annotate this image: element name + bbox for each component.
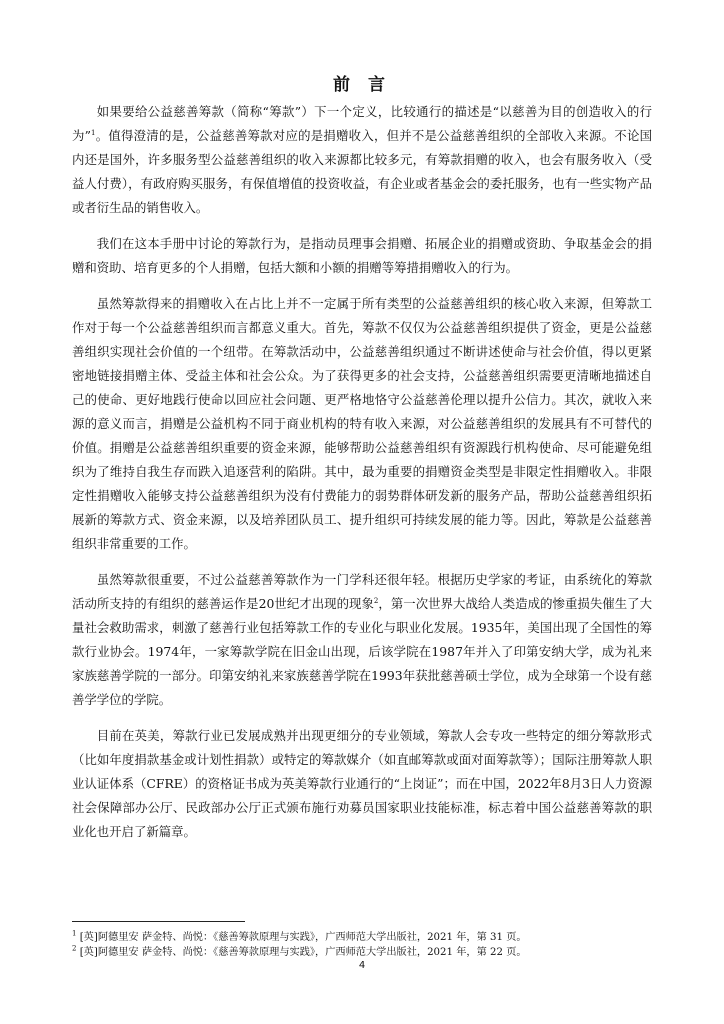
paragraph-text: 虽然筹款很重要，不过公益慈善筹款作为一门学科还很年轻。根据历史学家的考证，由系统化的筹款活动所支持的有组织的慈善运作是20世纪才出现的现象 <box>72 572 652 611</box>
footnote-ref: 1 <box>90 128 96 137</box>
paragraph-text: 。值得澄清的是，公益慈善筹款对应的是捐赠收入，但并不是公益慈善组织的全部收入来源。不论国内还是国外，许多服务型公益慈善组织的收入来源都比较多元，有筹款捐赠的收入，也会有服务收入（受益人付费），有政府购买服务，有保值增值的投资收益，有企业或者基金会的委托服务，也有一些实物产品或者衍生品的销售收入。 <box>72 128 652 215</box>
paragraph <box>72 100 652 220</box>
footnote-mark: 2 <box>72 944 77 953</box>
footnote-divider <box>72 921 245 922</box>
paragraph-text: 我们在这本手册中讨论的筹款行为，是指动员理事会捐赠、拓展企业的捐赠或资助、争取基金会的捐赠和资助、培育更多的个人捐赠，包括大额和小额的捐赠等筹措捐赠收入的行为。 <box>72 236 652 275</box>
page-title: 前 言 <box>333 75 391 95</box>
footnote-text: [英]阿德里安 萨金特、尚悦：《慈善筹款原理与实践》，广西师范大学出版社，2021 年，第 31 页。 <box>76 932 527 943</box>
footnote-mark: 1 <box>72 929 77 938</box>
footnotes <box>72 930 652 960</box>
paragraph-text: ，第一次世界大战给人类造成的惨重损失催生了大量社会救助需求，刺激了慈善行业包括筹款工作的专业化与职业化发展。1935年，美国出现了全国性的筹款行业协会。1974年，一家筹款学院在旧金山出现，后该学院在1987年并入了印第安纳大学，成为礼来家族慈善学院的一部分。印第安纳礼来家族慈善学院在1993年获批慈善硕士学位，成为全球第一个设有慈善学学位的学院。 <box>72 596 652 707</box>
paragraph-text: 虽然筹款得来的捐赠收入在占比上并不一定属于所有类型的公益慈善组织的核心收入来源，但筹款工作对于每一个公益慈善组织而言都意义重大。首先，筹款不仅仅为公益慈善组织提供了资金，更是公益慈善组织实现社会价值的一个纽带。在筹款活动中，公益慈善组织通过不断讲述使命与社会价值，得以更紧密地链接捐赠主体、受益主体和社会公众。为了获得更多的社会支持，公益慈善组织需要更清晰地描述自己的使命、更好地践行使命以回应社会问题、更严格地恪守公益慈善伦理以提升公信力。其次，就收入来源的意义而言，捐赠是公益机构不同于商业机构的特有收入来源，对公益慈善组织的发展具有不可替代的价值。捐赠是公益慈善组织重要的资金来源，能够帮助公益慈善组织有资源践行机构使命、尽可能避免组织为了维持自我生存而跌入追逐营利的陷阱。其中，最为重要的捐赠资金类型是非限定性捐赠收入。非限定性捐赠收入能够支持公益慈善组织为没有付费能力的弱势群体研发新的服务产品，帮助公益慈善组织拓展新的筹款方式、资金来源，以及培养团队员工、提升组织可持续发展的能力等。因此，筹款是公益慈善组织非常重要的工作。 <box>72 296 652 551</box>
paragraph <box>72 568 652 712</box>
footnote-ref: 2 <box>373 596 379 605</box>
page-number: 4 <box>358 960 366 971</box>
paragraph-text: 目前在英美，筹款行业已发展成熟并出现更细分的专业领域，筹款人会专攻一些特定的细分筹款形式（比如年度捐款基金或计划性捐款）或特定的筹款媒介（如直邮筹款或面对面筹款等）；国际注册筹款人职业认证体系（CFRE）的资格证书成为英美筹款行业通行的“上岗证”；而在中国，2022年8月3日人力资源社会保障部办公厅、民政部办公厅正式颁布施行劝募员国家职业技能标准，标志着中国公益慈善筹款的职业化也开启了新篇章。 <box>72 728 652 839</box>
paragraph <box>72 232 652 280</box>
footnote <box>72 930 652 945</box>
paragraph-text: 如果要给公益慈善筹款（简称“筹款”）下一个定义，比较通行的描述是“以慈善为目的创造收入的行为” <box>72 104 652 143</box>
paragraph <box>72 724 652 844</box>
paragraph <box>72 292 652 556</box>
footnote-text: [英]阿德里安 萨金特、尚悦：《慈善筹款原理与实践》，广西师范大学出版社，2021 年，第 22 页。 <box>76 947 527 958</box>
footnote <box>72 945 652 960</box>
body-text <box>72 100 652 856</box>
